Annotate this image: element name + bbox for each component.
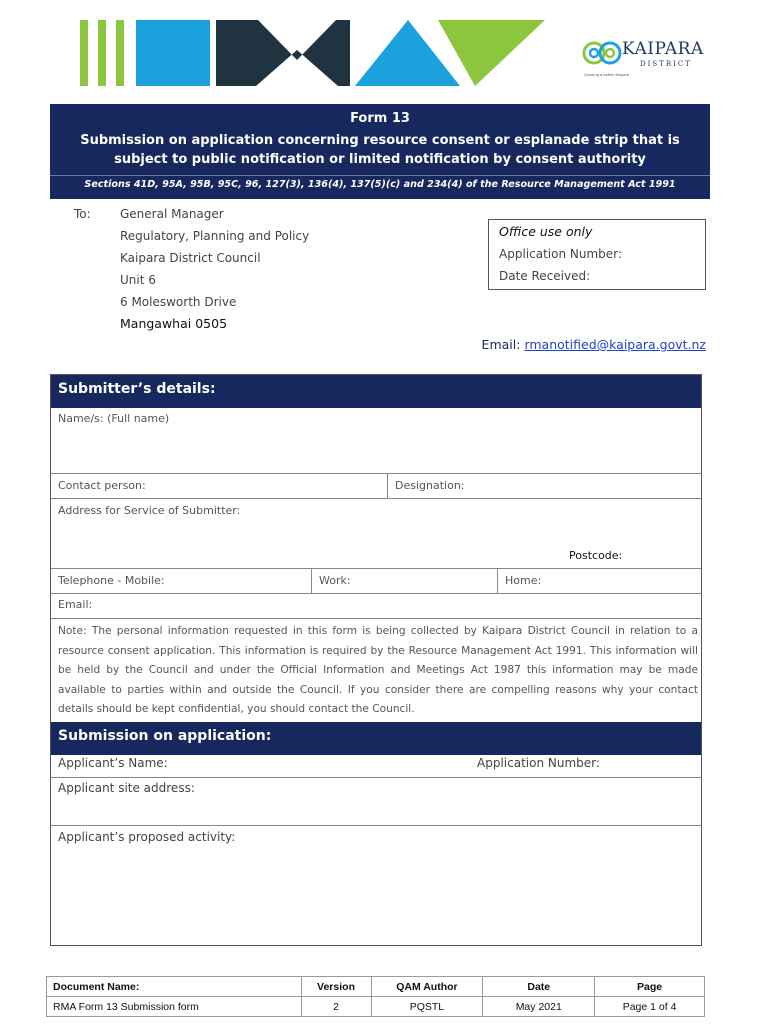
banner-green-bar-1 bbox=[80, 20, 88, 86]
applicant-site-address-field[interactable]: Applicant site address: bbox=[58, 781, 195, 795]
logo-tagline: Growing a better Kaipara bbox=[584, 73, 630, 77]
submitter-details-heading: Submitter’s details: bbox=[51, 375, 701, 408]
email-link[interactable]: rmanotified@kaipara.govt.nz bbox=[524, 337, 706, 352]
title-divider bbox=[50, 175, 710, 176]
footer-header-row bbox=[47, 977, 705, 997]
office-application-number: Application Number: bbox=[499, 247, 622, 261]
to-label: To: bbox=[74, 207, 91, 221]
footer-header: Page bbox=[595, 977, 705, 997]
address-line: Kaipara District Council bbox=[120, 251, 261, 265]
footer-header: QAM Author bbox=[371, 977, 483, 997]
submission-on-application-heading: Submission on application: bbox=[51, 722, 701, 755]
logo-district: DISTRICT bbox=[640, 60, 692, 68]
koru-icon bbox=[582, 40, 622, 66]
footer-date: May 2021 bbox=[483, 997, 595, 1017]
footer-version: 2 bbox=[301, 997, 371, 1017]
form-title: Submission on application concerning resource consent or esplanade strip that is subject to public notification or limited notification by consent authority bbox=[80, 133, 680, 167]
address-for-service-field[interactable]: Address for Service of Submitter: bbox=[58, 504, 241, 517]
contact-person-field[interactable]: Contact person: bbox=[58, 479, 146, 492]
form-sections: Sections 41D, 95A, 95B, 95C, 96, 127(3), 136(4), 137(5)(c) and 234(4) of the Resource Management Act 1991 bbox=[84, 179, 676, 190]
office-use-box bbox=[488, 219, 706, 290]
address-line: 6 Molesworth Drive bbox=[120, 295, 237, 309]
banner-green-bar-3 bbox=[116, 20, 124, 86]
postcode-field[interactable]: Postcode: bbox=[569, 549, 623, 562]
office-date-received: Date Received: bbox=[499, 269, 591, 283]
office-use-title: Office use only bbox=[499, 224, 593, 239]
banner-green-wedge bbox=[438, 20, 545, 86]
banner-blue-bar bbox=[136, 20, 210, 86]
address-line: Unit 6 bbox=[120, 273, 156, 287]
email-label: Email: bbox=[481, 337, 521, 352]
names-field[interactable]: Name/s: (Full name) bbox=[58, 412, 170, 425]
kaipara-logo bbox=[582, 38, 712, 84]
designation-field[interactable]: Designation: bbox=[395, 479, 465, 492]
logo-name: KAIPARA bbox=[622, 39, 704, 59]
banner-dark-chevron bbox=[216, 20, 350, 86]
form-title-block bbox=[50, 104, 710, 199]
footer-header: Document Name: bbox=[47, 977, 302, 997]
footer-page: Page 1 of 4 bbox=[595, 997, 705, 1017]
banner-green-bar-2 bbox=[98, 20, 106, 86]
form-number: Form 13 bbox=[350, 111, 410, 126]
council-email bbox=[482, 337, 706, 352]
home-phone-field[interactable]: Home: bbox=[505, 574, 542, 587]
submission-form bbox=[50, 374, 702, 946]
document-footer-table bbox=[46, 976, 705, 1017]
address-line: Mangawhai 0505 bbox=[120, 316, 228, 331]
work-phone-field[interactable]: Work: bbox=[319, 574, 351, 587]
footer-header: Date bbox=[483, 977, 595, 997]
footer-document-name: RMA Form 13 Submission form bbox=[47, 997, 302, 1017]
address-line: Regulatory, Planning and Policy bbox=[120, 229, 310, 243]
applicant-proposed-activity-field[interactable]: Applicant’s proposed activity: bbox=[58, 830, 236, 844]
footer-value-row bbox=[47, 997, 705, 1017]
application-number-field[interactable]: Application Number: bbox=[477, 756, 600, 770]
email-field[interactable]: Email: bbox=[58, 598, 93, 611]
footer-header: Version bbox=[301, 977, 371, 997]
applicant-name-field[interactable]: Applicant’s Name: bbox=[58, 756, 168, 770]
telephone-mobile-field[interactable]: Telephone - Mobile: bbox=[58, 574, 165, 587]
address-line: General Manager bbox=[120, 207, 224, 221]
footer-author: PQSTL bbox=[371, 997, 483, 1017]
privacy-note: Note: The personal information requested in this form is being collected by Kaipara District Council in relation to a resource consent application. This information is required by the Resource Management Act 1991. This information will be held by the Council and under the Official Information and Meetings Act 1987 this information may be made available to parties within and outside the Council. If you consider there are compelling reasons why your contact details should be kept confidential, you should contact the Council. bbox=[58, 625, 698, 716]
